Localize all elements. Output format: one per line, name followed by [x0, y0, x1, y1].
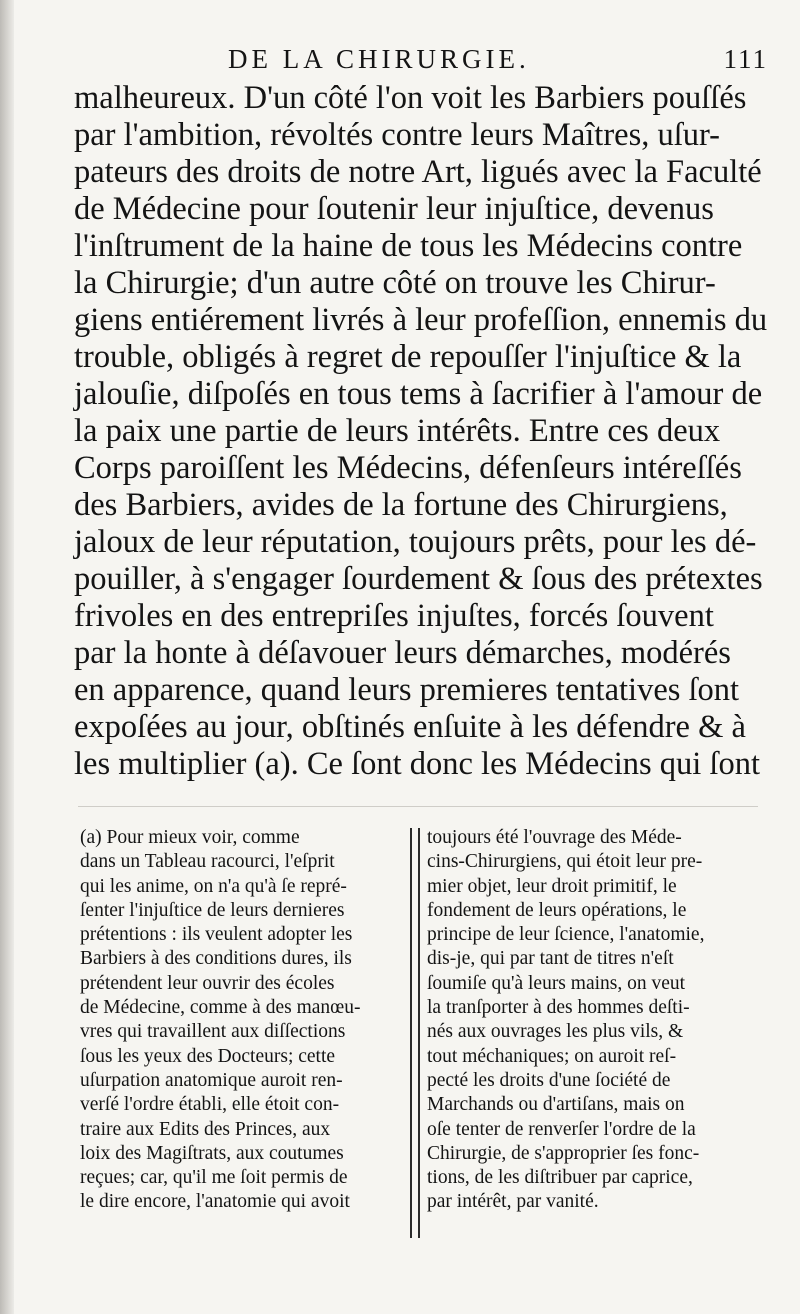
footnote-line: ſenter l'injuſtice de leurs dernieres — [80, 899, 345, 921]
footnote-line: cins-Chirurgiens, qui étoit leur pre- — [427, 851, 703, 873]
footnote-line: Marchands ou d'artiſans, mais on — [427, 1094, 685, 1116]
column-divider — [410, 828, 420, 1238]
footnote-line: tions, de les diſtribuer par caprice, — [427, 1167, 693, 1189]
footnote-left-column — [80, 826, 402, 1215]
footnote-line: ſous les yeux des Docteurs; cette — [80, 1045, 336, 1067]
text-line: la paix une partie de leurs intérêts. Entre ces deux — [74, 413, 721, 449]
footnote-line: dis-je, qui par tant de titres n'eſt — [427, 948, 674, 970]
text-line: jalouſie, diſpoſés en tous tems à ſacrifier à l'amour de — [74, 376, 763, 412]
footnote-line: (a) Pour mieux voir, comme — [80, 827, 300, 848]
footnote-line: nés aux ouvrages les plus vils, & — [427, 1021, 684, 1043]
running-title: DE LA CHIRURGIE. — [228, 44, 530, 74]
footnote-line: loix des Magiſtrats, aux coutumes — [80, 1142, 344, 1164]
footnote-line: pecté les droits d'une ſociété de — [427, 1069, 671, 1091]
page-number: 111 — [723, 44, 768, 74]
text-line: par la honte à déſavouer leurs démarches, modérés — [74, 635, 731, 671]
footnote-line: vres qui travaillent aux diſſections — [80, 1021, 346, 1043]
footnote-line: traire aux Edits des Princes, aux — [80, 1118, 331, 1140]
page-binding-edge — [0, 0, 14, 1314]
text-line: pateurs des droits de notre Art, ligués avec la Faculté — [74, 154, 762, 190]
text-line: de Médecine pour ſoutenir leur injuſtice, devenus — [74, 191, 714, 227]
footnote-line: la tranſporter à des hommes deſti- — [427, 997, 690, 1019]
text-line: Corps paroiſſent les Médecins, défenſeurs intéreſſés — [74, 450, 742, 486]
footnote-line: par intérêt, par vanité. — [427, 1191, 599, 1213]
footnote-line: Barbiers à des conditions dures, ils — [80, 948, 352, 970]
footnote-line: le dire encore, l'anatomie qui avoit — [80, 1191, 350, 1213]
footnote-line: prétentions : ils veulent adopter les — [80, 924, 353, 946]
text-line: l'inſtrument de la haine de tous les Médecins contre — [74, 228, 743, 264]
footnote-line: de Médecine, comme à des manœu- — [80, 997, 361, 1019]
footnote-line: dans un Tableau racourci, l'eſprit — [80, 851, 335, 873]
footnote-line: prétendent leur ouvrir des écoles — [80, 972, 335, 994]
text-line: pouiller, à s'engager ſourdement & ſous des prétextes — [74, 561, 763, 597]
footnote-right-column — [427, 826, 763, 1215]
body-text — [74, 80, 768, 783]
footnote-line: ſoumiſe qu'à leurs mains, on veut — [427, 972, 686, 994]
footnote-line: principe de leur ſcience, l'anatomie, — [427, 924, 705, 946]
footnote-line: tout méchaniques; on auroit reſ- — [427, 1045, 677, 1067]
footnote-line: verſé l'ordre établi, elle étoit con- — [80, 1094, 340, 1116]
text-line: la Chirurgie; d'un autre côté on trouve les Chirur- — [74, 265, 716, 301]
footnote-line: toujours été l'ouvrage des Méde- — [427, 827, 682, 848]
text-line: en apparence, quand leurs premieres tentatives ſont — [74, 672, 740, 708]
footnote-line: oſe tenter de renverſer l'ordre de la — [427, 1118, 696, 1140]
text-line: des Barbiers, avides de la fortune des Chirurgiens, — [74, 487, 728, 523]
footnote-separator — [78, 806, 758, 807]
text-line: jaloux de leur réputation, toujours prêts, pour les dé- — [74, 524, 757, 560]
footnote-line: uſurpation anatomique auroit ren- — [80, 1069, 343, 1091]
text-line: trouble, obligés à regret de repouſſer l'injuſtice & la — [74, 339, 742, 375]
footnote-line: fondement de leurs opérations, le — [427, 899, 687, 921]
text-line: frivoles en des entrepriſes injuſtes, forcés ſouvent — [74, 598, 714, 634]
text-line: giens entiérement livrés à leur profeſſion, ennemis du — [74, 302, 768, 338]
text-line: par l'ambition, révoltés contre leurs Maîtres, uſur- — [74, 117, 720, 153]
footnote-line: qui les anime, on n'a qu'à ſe repré- — [80, 875, 347, 897]
footnote-line: Chirurgie, de s'approprier ſes fonc- — [427, 1142, 700, 1164]
text-line: malheureux. D'un côté l'on voit les Barbiers pouſſés — [74, 80, 747, 116]
text-line: expoſées au jour, obſtinés enſuite à les défendre & à — [74, 709, 746, 745]
text-line: les multiplier (a). Ce ſont donc les Médecins qui ſont — [74, 746, 760, 782]
footnote-line: mier objet, leur droit primitif, le — [427, 875, 677, 897]
footnote-line: reçues; car, qu'il me ſoit permis de — [80, 1167, 348, 1189]
